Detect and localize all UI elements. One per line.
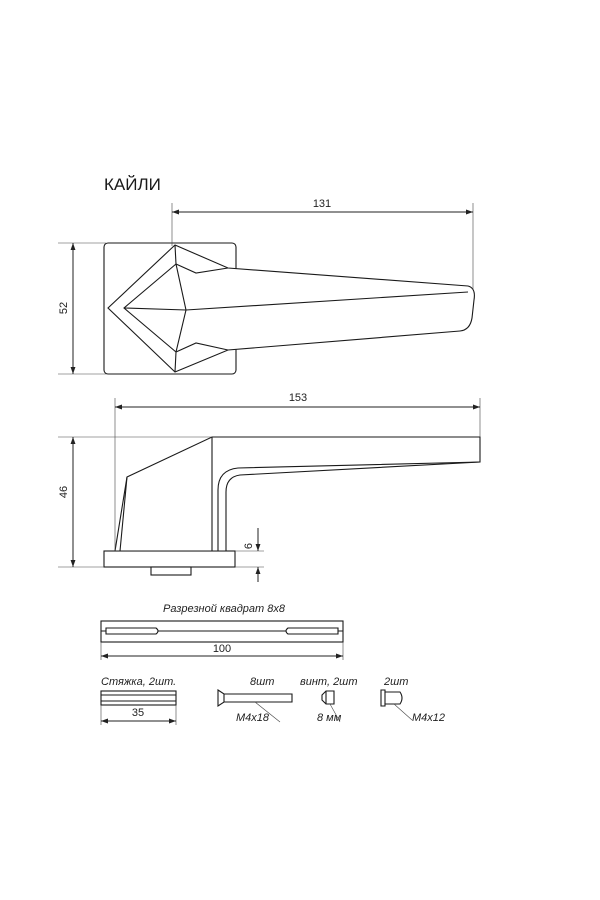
screws-size-label: М4х12: [412, 712, 446, 724]
dim-52-label: 52: [58, 301, 70, 315]
tie-label: Стяжка, 2шт.: [101, 676, 177, 688]
bolts-qty-label: 8шт: [250, 676, 275, 688]
rosette-side: [104, 551, 235, 567]
spindle-slot: [286, 628, 338, 634]
spindle-label: Разрезной квадрат 8х8: [163, 603, 285, 615]
screws-qty-label: 2шт: [384, 676, 409, 688]
spindle-slot: [106, 628, 158, 634]
leader-line: [394, 704, 412, 720]
set-screw: [322, 691, 334, 704]
dim-46-label: 46: [58, 485, 70, 499]
bolts-size-label: М4х18: [236, 712, 270, 724]
accessories: [101, 676, 445, 725]
set-screw-size-label: 8 мм: [317, 712, 342, 724]
screw-m4x12: [381, 690, 402, 706]
dim-131-label: 131: [312, 198, 332, 210]
dim-100-label: 100: [212, 643, 232, 655]
bolt-m4x18: [218, 690, 292, 706]
top-view: [58, 198, 474, 374]
dim-35-label: 35: [131, 707, 145, 719]
set-screw-label: винт, 2шт: [300, 676, 358, 688]
dim-6-label: 6: [243, 542, 255, 550]
product-title: КАЙЛИ: [104, 175, 161, 194]
lever-edge-line: [218, 462, 480, 551]
side-view: [58, 392, 480, 582]
dim-153-label: 153: [288, 392, 308, 404]
tie-rod: [101, 691, 176, 705]
lever-handle-top: [108, 245, 474, 372]
spindle-part: [101, 603, 343, 660]
spindle-stub: [151, 567, 191, 575]
lever-handle-side: [115, 437, 480, 551]
